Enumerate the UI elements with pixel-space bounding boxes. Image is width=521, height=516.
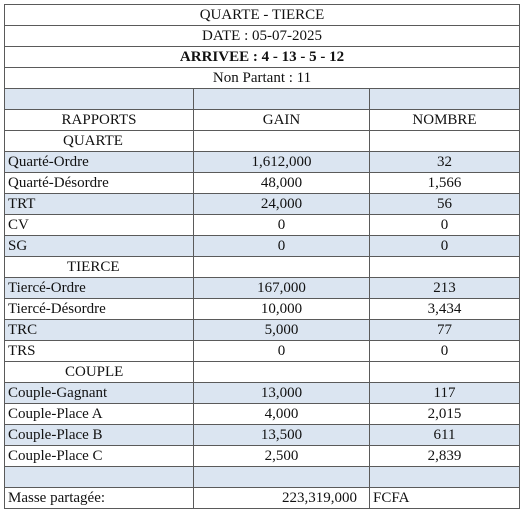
arrivee: ARRIVEE : 4 - 13 - 5 - 12 bbox=[5, 47, 520, 68]
spacer-row bbox=[5, 467, 520, 488]
rapport-label: SG bbox=[5, 236, 194, 257]
gain-value: 0 bbox=[194, 236, 370, 257]
race-date: DATE : 05-07-2025 bbox=[5, 26, 520, 47]
nombre-value: 0 bbox=[370, 236, 520, 257]
gain-value: 2,500 bbox=[194, 446, 370, 467]
gain-value: 1,612,000 bbox=[194, 152, 370, 173]
nombre-value: 117 bbox=[370, 383, 520, 404]
spacer-row bbox=[5, 89, 520, 110]
gain-value: 48,000 bbox=[194, 173, 370, 194]
table-row bbox=[5, 404, 520, 425]
rapport-label: TRT bbox=[5, 194, 194, 215]
gain-value: 13,000 bbox=[194, 383, 370, 404]
nombre-value: 0 bbox=[370, 215, 520, 236]
gain-value: 4,000 bbox=[194, 404, 370, 425]
gain-value: 5,000 bbox=[194, 320, 370, 341]
rapport-label: TRC bbox=[5, 320, 194, 341]
results-sheet bbox=[4, 4, 519, 509]
nombre-value: 77 bbox=[370, 320, 520, 341]
column-header-row bbox=[5, 110, 520, 131]
sheet-title: QUARTE - TIERCE bbox=[5, 5, 520, 26]
section-tierce bbox=[5, 257, 520, 278]
nombre-value: 32 bbox=[370, 152, 520, 173]
masse-partagee-amount: 223,319,000 bbox=[194, 488, 370, 509]
rapport-label: TRS bbox=[5, 341, 194, 362]
table-row bbox=[5, 425, 520, 446]
nombre-value: 0 bbox=[370, 341, 520, 362]
nombre-value: 2,839 bbox=[370, 446, 520, 467]
masse-partagee-currency: FCFA bbox=[370, 488, 520, 509]
gain-value: 167,000 bbox=[194, 278, 370, 299]
rapport-label: Couple-Place A bbox=[5, 404, 194, 425]
gain-value: 0 bbox=[194, 341, 370, 362]
footer-row bbox=[5, 488, 520, 509]
table-row bbox=[5, 215, 520, 236]
nombre-value: 213 bbox=[370, 278, 520, 299]
table-row bbox=[5, 236, 520, 257]
section-couple bbox=[5, 362, 520, 383]
col-header-gain: GAIN bbox=[194, 110, 370, 131]
rapport-label: Couple-Place B bbox=[5, 425, 194, 446]
rapport-label: Tiercé-Désordre bbox=[5, 299, 194, 320]
table-row bbox=[5, 446, 520, 467]
section-title-quarte: QUARTE bbox=[5, 131, 194, 152]
non-partant: Non Partant : 11 bbox=[5, 68, 520, 89]
table-row bbox=[5, 341, 520, 362]
table-row bbox=[5, 299, 520, 320]
section-quarte bbox=[5, 131, 520, 152]
gain-value: 10,000 bbox=[194, 299, 370, 320]
rapport-label: Quarté-Ordre bbox=[5, 152, 194, 173]
gain-value: 0 bbox=[194, 215, 370, 236]
rapport-label: CV bbox=[5, 215, 194, 236]
nombre-value: 611 bbox=[370, 425, 520, 446]
section-title-tierce: TIERCE bbox=[5, 257, 194, 278]
table-row bbox=[5, 320, 520, 341]
table-row bbox=[5, 278, 520, 299]
col-header-nombre: NOMBRE bbox=[370, 110, 520, 131]
results-table bbox=[4, 4, 520, 509]
rapport-label: Couple-Gagnant bbox=[5, 383, 194, 404]
table-row bbox=[5, 194, 520, 215]
gain-value: 13,500 bbox=[194, 425, 370, 446]
table-row bbox=[5, 173, 520, 194]
gain-value: 24,000 bbox=[194, 194, 370, 215]
table-row bbox=[5, 152, 520, 173]
tierce-rows bbox=[5, 278, 520, 362]
rapport-label: Quarté-Désordre bbox=[5, 173, 194, 194]
table-row bbox=[5, 383, 520, 404]
section-title-couple: COUPLE bbox=[5, 362, 194, 383]
quarte-rows bbox=[5, 152, 520, 257]
rapport-label: Tiercé-Ordre bbox=[5, 278, 194, 299]
nombre-value: 1,566 bbox=[370, 173, 520, 194]
nombre-value: 2,015 bbox=[370, 404, 520, 425]
nombre-value: 56 bbox=[370, 194, 520, 215]
couple-rows bbox=[5, 383, 520, 467]
masse-partagee-label: Masse partagée: bbox=[5, 488, 194, 509]
rapport-label: Couple-Place C bbox=[5, 446, 194, 467]
col-header-rapports: RAPPORTS bbox=[5, 110, 194, 131]
nombre-value: 3,434 bbox=[370, 299, 520, 320]
